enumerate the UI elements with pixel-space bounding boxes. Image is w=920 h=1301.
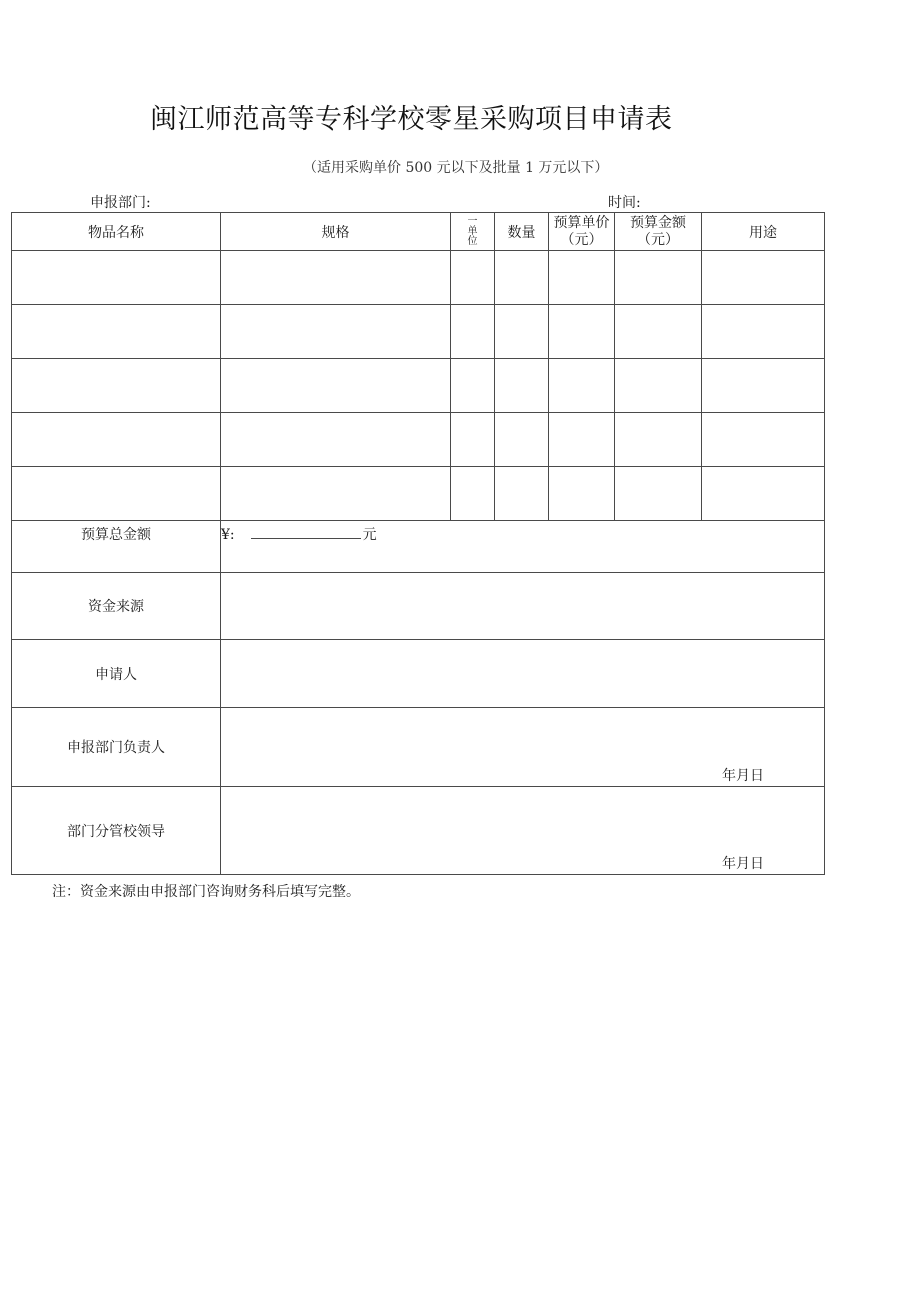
unit-price-cell[interactable] <box>549 467 615 521</box>
applicant-label: 申请人 <box>12 640 221 708</box>
applicant-row <box>12 640 825 708</box>
amount-cell[interactable] <box>615 359 702 413</box>
quantity-cell[interactable] <box>495 467 549 521</box>
spec-cell[interactable] <box>221 251 451 305</box>
unit-cell[interactable] <box>451 467 495 521</box>
quantity-cell[interactable] <box>495 251 549 305</box>
yen-prefix: ¥: <box>221 527 235 543</box>
table-row <box>12 251 825 305</box>
spec-cell[interactable] <box>221 467 451 521</box>
unit-price-cell[interactable] <box>549 305 615 359</box>
item-name-cell[interactable] <box>12 305 221 359</box>
leader-label: 部门分管校领导 <box>12 787 221 875</box>
total-row <box>12 521 825 573</box>
funding-label: 资金来源 <box>12 573 221 640</box>
unit-price-cell[interactable] <box>549 359 615 413</box>
spec-cell[interactable] <box>221 305 451 359</box>
funding-value-cell[interactable] <box>221 573 825 640</box>
unit-cell[interactable] <box>451 251 495 305</box>
header-spec: 规格 <box>221 213 451 251</box>
purpose-cell[interactable] <box>702 467 825 521</box>
item-name-cell[interactable] <box>12 413 221 467</box>
header-amount-line1: 预算金额 <box>630 214 686 231</box>
leader-signature-cell[interactable] <box>221 787 825 875</box>
footnote: 注：资金来源由申报部门咨询财务科后填写完整。 <box>52 884 360 900</box>
unit-cell[interactable] <box>451 305 495 359</box>
unit-price-cell[interactable] <box>549 251 615 305</box>
purpose-cell[interactable] <box>702 359 825 413</box>
header-purpose: 用途 <box>702 213 825 251</box>
form-title: 闽江师范高等专科学校零星采购项目申请表 <box>150 104 673 135</box>
procurement-form-table <box>11 212 825 875</box>
leader-date: 年月日 <box>722 856 764 872</box>
table-row <box>12 467 825 521</box>
header-unit-price-line2: （元） <box>560 231 603 248</box>
table-row <box>12 413 825 467</box>
form-subtitle: （适用采购单价 500 元以下及批量 1 万元以下） <box>303 160 609 176</box>
funding-row <box>12 573 825 640</box>
spec-cell[interactable] <box>221 413 451 467</box>
spec-cell[interactable] <box>221 359 451 413</box>
total-value-cell[interactable] <box>221 521 825 573</box>
total-label: 预算总金额 <box>12 521 221 573</box>
header-unit-price <box>549 213 615 251</box>
header-amount-line2: （元） <box>637 231 679 248</box>
dept-head-label: 申报部门负责人 <box>12 708 221 787</box>
header-unit-bot: 位 <box>467 235 478 247</box>
quantity-cell[interactable] <box>495 413 549 467</box>
department-label: 申报部门: <box>90 195 151 211</box>
time-label: 时间: <box>608 195 641 211</box>
item-name-cell[interactable] <box>12 359 221 413</box>
quantity-cell[interactable] <box>495 305 549 359</box>
purpose-cell[interactable] <box>702 305 825 359</box>
amount-cell[interactable] <box>615 305 702 359</box>
header-unit-mid: 单 <box>467 225 478 237</box>
total-amount-blank[interactable] <box>251 526 361 539</box>
header-quantity: 数量 <box>495 213 549 251</box>
unit-cell[interactable] <box>451 413 495 467</box>
header-row <box>12 213 825 251</box>
quantity-cell[interactable] <box>495 359 549 413</box>
header-unit-price-line1: 预算单价 <box>553 214 610 231</box>
header-unit-top: 一 <box>467 215 478 227</box>
header-unit <box>451 213 495 251</box>
yuan-suffix: 元 <box>362 527 377 543</box>
dept-head-date: 年月日 <box>722 768 764 784</box>
purpose-cell[interactable] <box>702 251 825 305</box>
unit-price-cell[interactable] <box>549 413 615 467</box>
applicant-value-cell[interactable] <box>221 640 825 708</box>
table-row <box>12 359 825 413</box>
header-amount <box>615 213 702 251</box>
unit-cell[interactable] <box>451 359 495 413</box>
amount-cell[interactable] <box>615 251 702 305</box>
purpose-cell[interactable] <box>702 413 825 467</box>
amount-cell[interactable] <box>615 467 702 521</box>
leader-row <box>12 787 825 875</box>
amount-cell[interactable] <box>615 413 702 467</box>
dept-head-signature-cell[interactable] <box>221 708 825 787</box>
item-name-cell[interactable] <box>12 251 221 305</box>
item-name-cell[interactable] <box>12 467 221 521</box>
header-item-name: 物品名称 <box>12 213 221 251</box>
table-row <box>12 305 825 359</box>
dept-head-row <box>12 708 825 787</box>
